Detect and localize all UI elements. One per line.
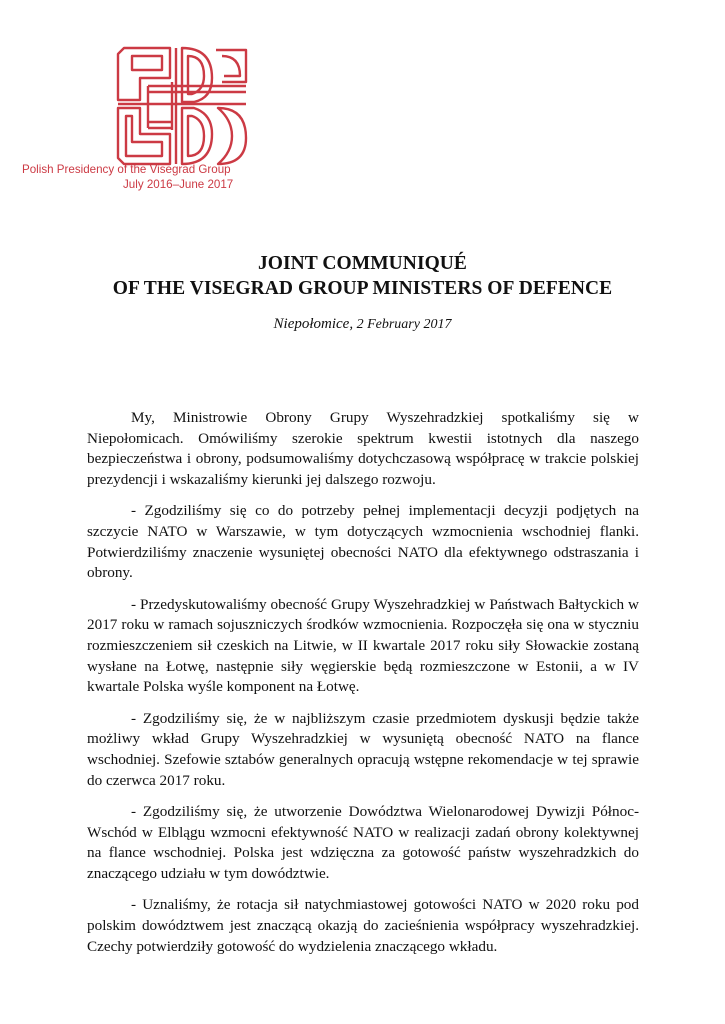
paragraph: - Uznaliśmy, że rotacja sił natychmiastowej gotowości NATO w 2020 roku pod polskim dowództwem jest znaczącą okazją do zacieśnienia współpracy wyszehradzkiej. Czechy potwierdziły gotowość do wydzielenia znaczącego wkładu. <box>87 896 639 955</box>
paragraph: - Zgodziliśmy się, że w najbliższym czasie przedmiotem dyskusji będzie także możliwy wkład Grupy Wyszehradzkiej w wysuniętą obecność NATO na flance wschodniej. Szefowie sztabów generalnych opracują wstępne rekomendacje w tej sprawie do czerwca 2017 roku. <box>87 709 639 789</box>
visegrad-knot-logo-icon <box>112 42 252 170</box>
document-title-line1: JOINT COMMUNIQUÉ <box>258 253 467 274</box>
communique-body <box>87 408 639 968</box>
logo-caption-line1: Polish Presidency of the Visegrad Group <box>22 163 231 176</box>
dateline <box>0 316 725 333</box>
logo-caption-line2: July 2016–June 2017 <box>123 178 234 191</box>
dateline-date: 2 February 2017 <box>356 317 452 332</box>
document-title-line2: OF THE VISEGRAD GROUP MINISTERS OF DEFENCE <box>112 278 613 299</box>
paragraph: - Zgodziliśmy się co do potrzeby pełnej implementacji decyzji podjętych na szczycie NATO w Warszawie, w tym dotyczących wzmocnienia wschodniej flanki. Potwierdziliśmy znaczenie wysuniętej obecności NATO dla efektywnego odstraszania i obrony. <box>87 502 639 582</box>
dateline-place: Niepołomice, <box>273 316 354 332</box>
paragraph: - Zgodziliśmy się, że utworzenie Dowództwa Wielonarodowej Dywizji Północ-Wschód w Elblągu wzmocni efektywność NATO w realizacji zadań obrony kolektywnej na flance wschodniej. Polska jest wdzięczna za gotowość państw wyszehradzkich do znaczącego udziału w tym dowództwie. <box>87 803 639 882</box>
paragraph: My, Ministrowie Obrony Grupy Wyszehradzkiej spotkaliśmy się w Niepołomicach. Omówiliśmy szerokie spektrum kwestii istotnych dla naszego bezpieczeństwa i obrony, podsumowaliśmy dotychczasową współpracę w trakcie polskiej prezydencji i wskazaliśmy kierunki jej dalszego rozwoju. <box>87 409 639 488</box>
paragraph: - Przedyskutowaliśmy obecność Grupy Wyszehradzkiej w Państwach Bałtyckich w 2017 roku w ramach sojuszniczych środków wzmocnienia. Rozpoczęła się ona w styczniu rozmieszczeniem sił czeskich na Litwie, w II kwartale 2017 roku siły Słowackie zostaną wysłane na Łotwę, następnie siły węgierskie będą rozmieszczone w Estonii, a w IV kwartale Polska wyśle komponent na Łotwę. <box>87 595 639 696</box>
